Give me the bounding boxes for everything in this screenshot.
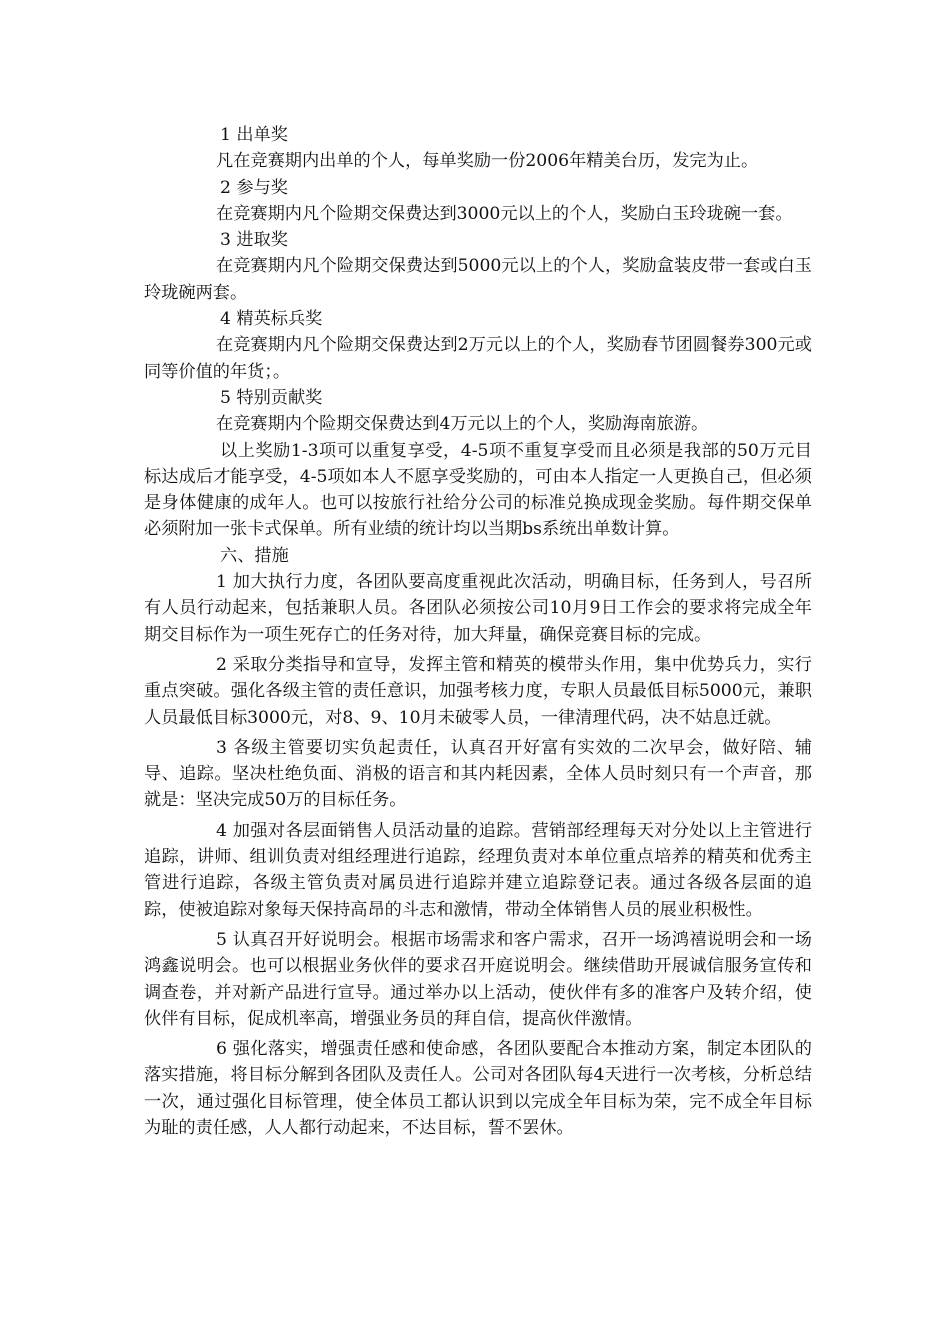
- awards-note: 以上奖励1-3项可以重复享受，4-5项不重复享受而且必须是我部的50万元目标达成后才能享受，4-5项如本人不愿享受奖励的，可由本人指定一人更换自己，但必须是身体健康的成年人。也可以按旅行社给分公司的标准兑换成现金奖励。每件期交保单必须附加一张卡式保单。所有业绩的统计均以当期bs系统出单数计算。: [144, 440, 812, 540]
- award-2-title: 2 参与奖: [220, 177, 288, 198]
- award-4-title: 4 精英标兵奖: [220, 309, 323, 330]
- award-5-title: 5 特别贡献奖: [220, 387, 323, 408]
- measure-6: 6 强化落实，增强责任感和使命感，各团队要配合本推动方案，制定本团队的落实措施，将目标分解到各团队及责任人。公司对各团队每4天进行一次考核，分析总结一次，通过强化目标管理，使全体员工都认识到以完成全年目标为荣，完不成全年目标为耻的责任感，人人都行动起来，不达目标，誓不罢休。: [144, 1039, 812, 1138]
- measure-5: 5 认真召开好说明会。根据市场需求和客户需求，召开一场鸿禧说明会和一场鸿鑫说明会。也可以根据业务伙伴的要求召开庭说明会。继续借助开展诚信服务宣传和调查卷，并对新产品进行宣导。通过举办以上活动，使伙伴有多的准客户及转介绍，使伙伴有目标，促成机率高，增强业务员的拜自信，提高伙伴激情。: [144, 929, 812, 1029]
- award-3-title: 3 进取奖: [220, 230, 288, 251]
- award-4-text: 在竞赛期内凡个险期交保费达到2万元以上的个人，奖励春节团圆餐券300元或同等价值的年货；。: [144, 335, 812, 382]
- document-page: [144, 122, 812, 1141]
- measure-1: 1 加大执行力度，各团队要高度重视此次活动，明确目标，任务到人，号召所有人员行动起来，包括兼职人员。各团队必须按公司10月9日工作会的要求将完成全年期交目标作为一项生死存亡的任务对待，加大拜量，确保竞赛目标的完成。: [144, 572, 812, 645]
- section-title: 六、措施: [220, 545, 289, 566]
- award-1-text: 凡在竞赛期内出单的个人，每单奖励一份2006年精美台历，发完为止。: [216, 151, 759, 172]
- award-1-title: 1 出单奖: [220, 125, 288, 145]
- measure-2: 2 采取分类指导和宣导，发挥主管和精英的模带头作用，集中优势兵力，实行重点突破。强化各级主管的责任意识，加强考核力度，专职人员最低目标5000元，兼职人员最低目标3000元，对8、9、10月未破零人员，一律清理代码，决不姑息迁就。: [144, 654, 812, 728]
- award-5-text: 在竞赛期内个险期交保费达到4万元以上的个人，奖励海南旅游。: [216, 414, 709, 435]
- measure-3: 3 各级主管要切实负起责任，认真召开好富有实效的二次早会，做好陪、辅导、追踪。坚决杜绝负面、消极的语言和其内耗因素，全体人员时刻只有一个声音，那就是：坚决完成50万的目标任务。: [144, 737, 812, 811]
- award-3-text: 在竞赛期内凡个险期交保费达到5000元以上的个人，奖励盒装皮带一套或白玉玲珑碗两套。: [144, 256, 812, 303]
- award-2-text: 在竞赛期内凡个险期交保费达到3000元以上的个人，奖励白玉玲珑碗一套。: [216, 203, 793, 224]
- measure-4: 4 加强对各层面销售人员活动量的追踪。营销部经理每天对分处以上主管进行追踪，讲师、组训负责对组经理进行追踪，经理负责对本单位重点培养的精英和优秀主管进行追踪，各级主管负责对属员进行追踪并建立追踪登记表。通过各级各层面的追踪，使被追踪对象每天保持高昂的斗志和激情，带动全体销售人员的展业积极性。: [144, 820, 812, 920]
